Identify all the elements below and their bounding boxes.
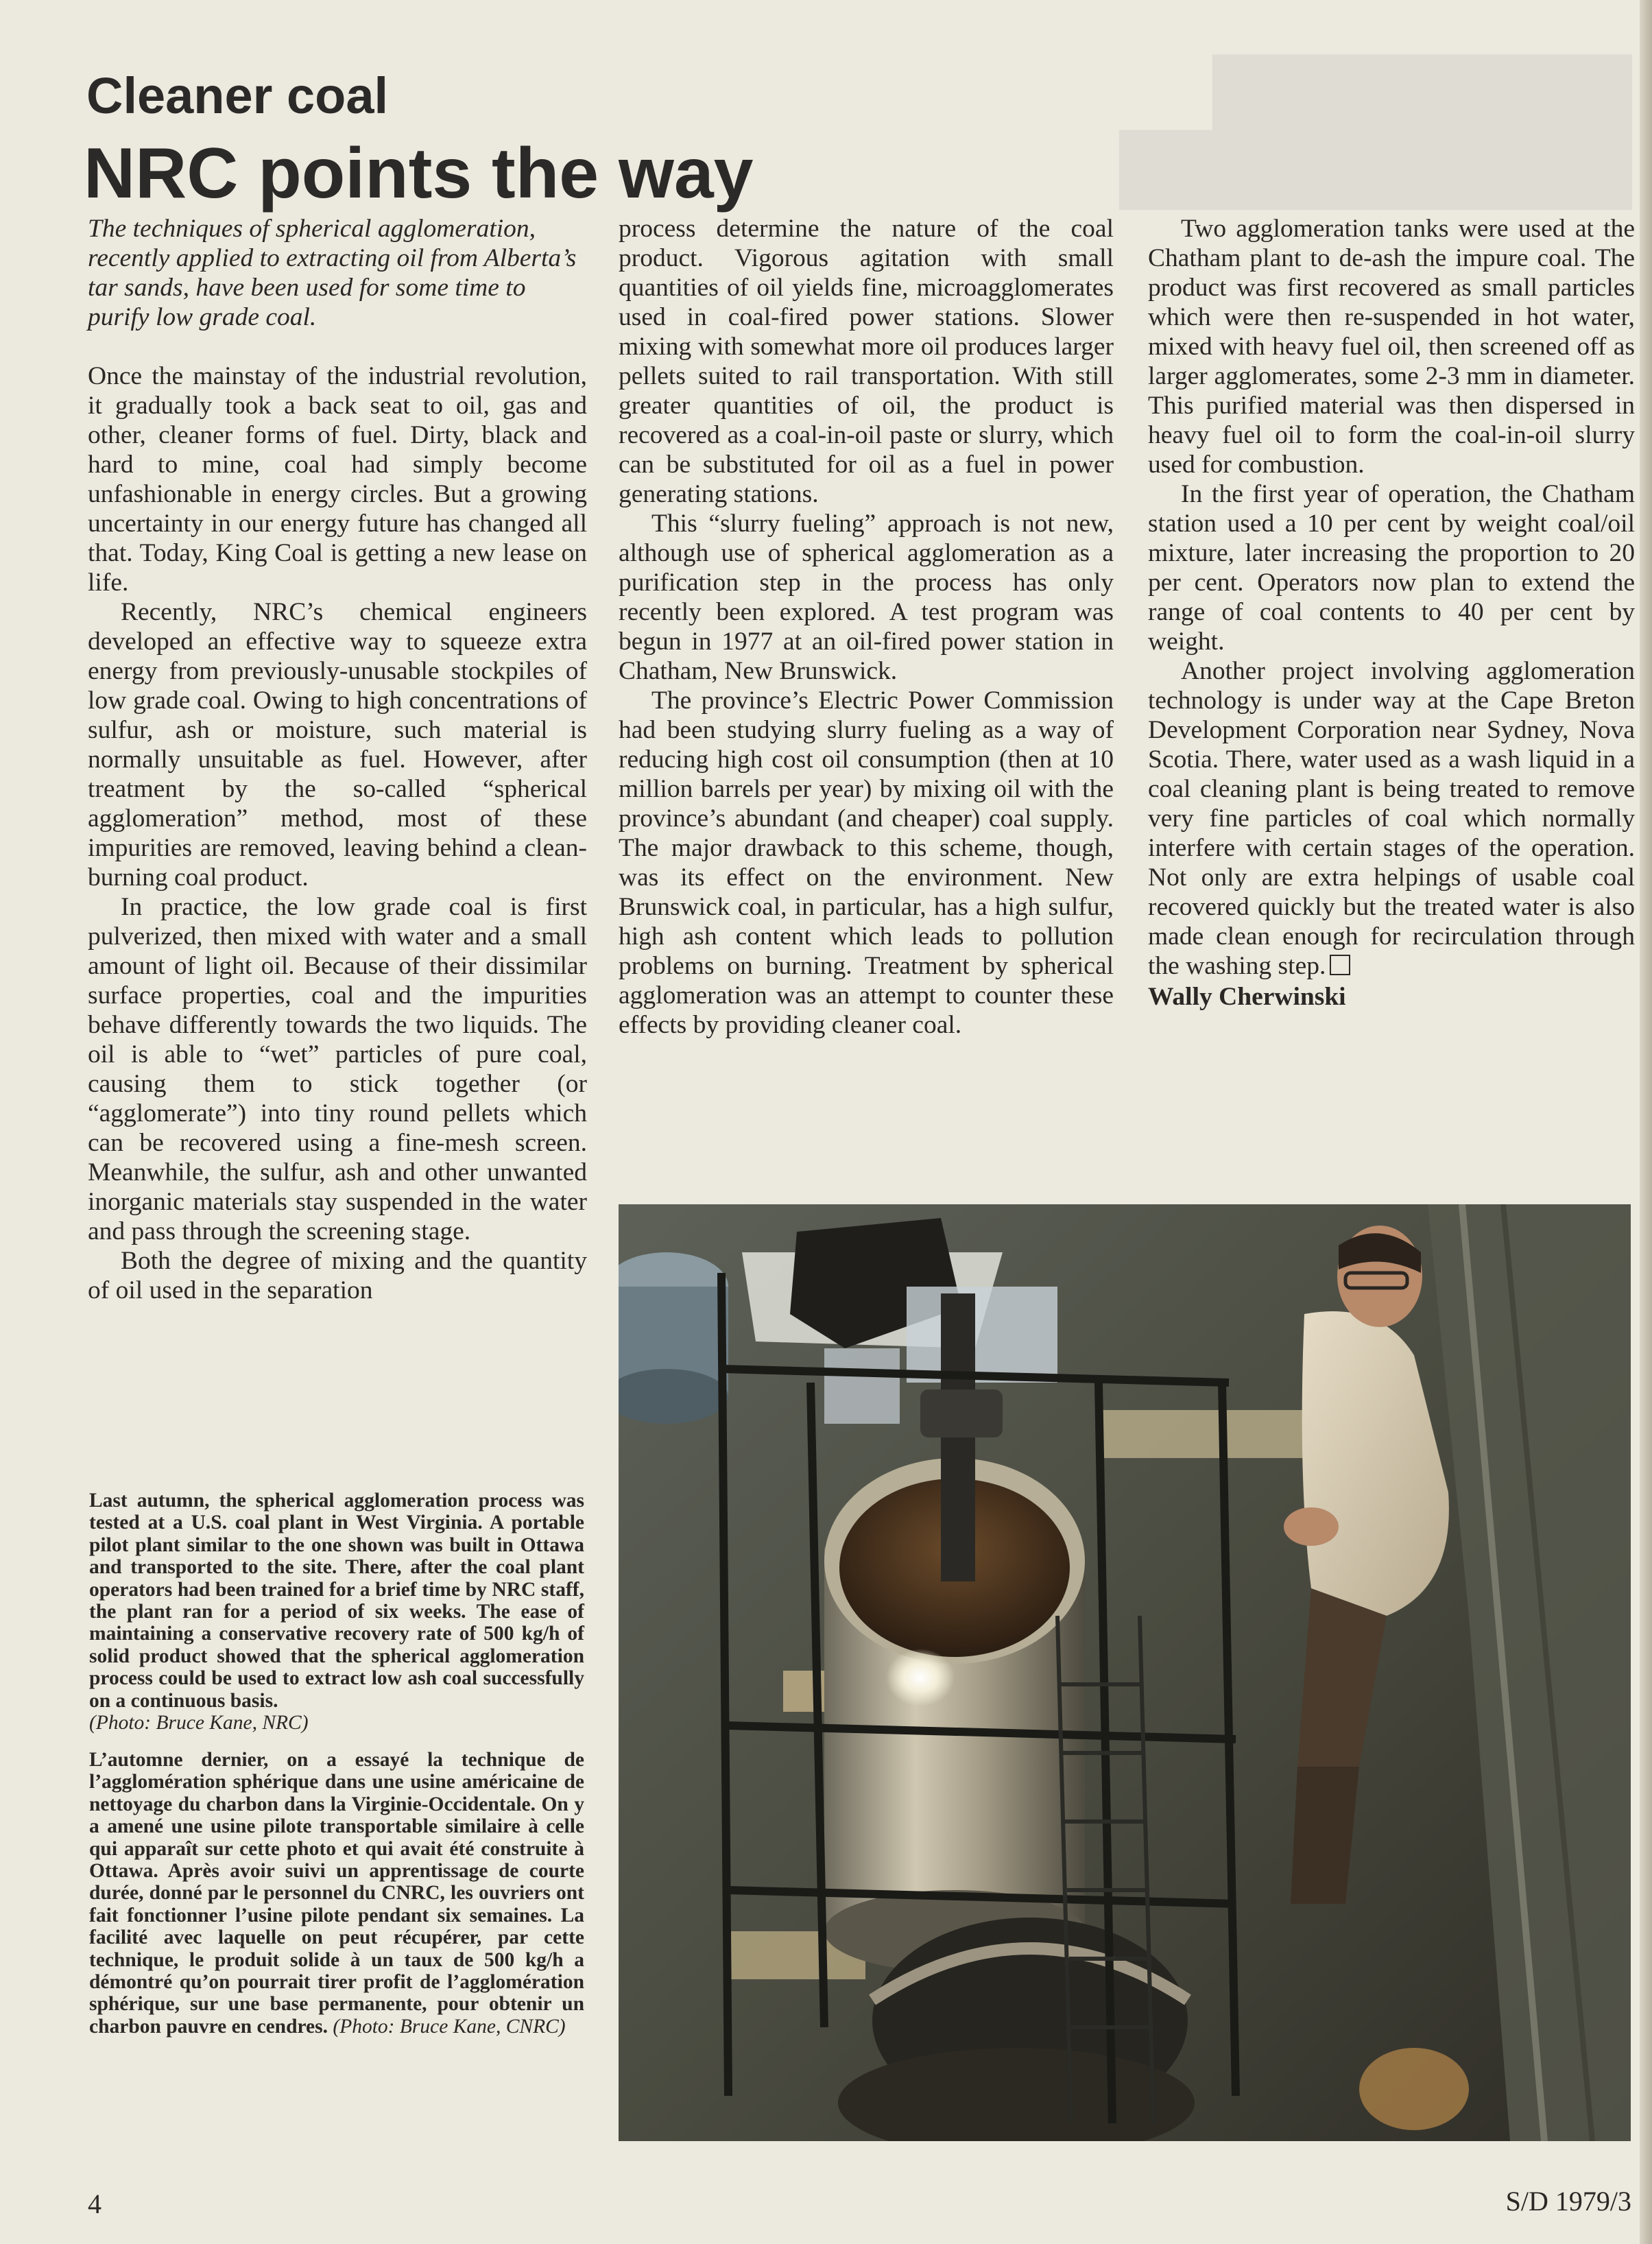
pilot-plant-photo [619,1204,1631,2141]
photo-caption-french [89,1749,584,2038]
control-box [907,1287,1057,1383]
body-paragraph: Two agglomeration tanks were used at the Chatham plant to de-ash the impure coal. The product was first recovered as small particles which were then re-suspended in hot water, mixed with heavy fuel oil, then screened off as larger agglomerates, some 2-3 mm in diameter. This purified material was then dispersed in heavy fuel oil to form the coal-in-oil slurry used for combustion. [1148,215,1635,479]
show-through-bleed: █████████ ███████████ [1118,56,1632,204]
page-number: 4 [88,2188,101,2219]
end-mark-icon [1330,955,1350,975]
text-column-2 [619,214,1114,1040]
body-paragraph: In the first year of operation, the Chatham station used a 10 per cent by weight coal/oil mixture, later increasing the proportion to 20 per cent. Operators now plan to extend the range of coal contents to 40 per cent by weight. [1148,480,1635,656]
text-column-3 [1148,214,1635,1012]
caption-text: L’automne dernier, on a essayé la technique de l’agglomération sphérique dans une usine américaine de nettoyage du charbon dans la Virginie-Occidentale. On y a amené une usine pilote transportable similaire à celle qui apparaît sur cette photo et qui avait été construite à Ottawa. Après avoir suivi un apprentissage de courte durée, donné par le personnel du CNRC, les ouvriers ont fait fonctionner l’usine pilote pendant six semaines. La facilité avec laquelle on peut récupérer, par cette technique, le produit solide à un taux de 500 kg/h a démontré qu’on pourrait tirer profit de l’agglomération sphérique, sur une base permanente, pour obtenir un charbon pauvre en cendres. [89,1749,584,2038]
article-headline: NRC points the way [84,134,754,213]
binding-edge [1640,0,1652,2244]
body-paragraph: Recently, NRC’s chemical engineers developed an effective way to squeeze extra energy from previously-unusable stockpiles of low grade coal. Owing to high concentrations of sulfur, ash or moisture, such material is normally unsuitable as fuel. However, after treatment by the so-called “spherical agglomeration” method, most of these impurities are removed, leaving behind a clean-burning coal product. [88,598,587,892]
article-lead: The techniques of spherical agglomeration, recently applied to extracting oil from Alberta’s tar sands, have been used for some time to purify low grade coal. [88,215,577,331]
body-paragraph: The province’s Electric Power Commission had been studying slurry fueling as a way of reducing high cost oil consumption (then at 10 million barrels per year) by mixing oil with the province’s abundant (and cheaper) coal supply. The major drawback to this scheme, though, was its effect on the environment. New Brunswick coal, in particular, has a high sulfur, high ash content which leads to pollution problems on burning. Treatment by spherical agglomeration was an attempt to counter these effects by providing cleaner coal. [619,687,1114,1039]
issue-label: S/D 1979/3 [1505,2186,1631,2217]
body-paragraph: Both the degree of mixing and the quantity of oil used in the separation [88,1247,587,1304]
work-lamp [886,1649,955,1706]
plank [1099,1410,1332,1458]
body-paragraph: process determine the nature of the coal product. Vigorous agitation with small quantities of oil yields fine, microagglomerates used in coal-fired power stations. Slower mixing with somewhat more oil produces larger pellets suited to rail transportation. With still greater quantities of oil, the product is recovered as a coal-in-oil paste or slurry, which can be substituted for oil as a fuel in power generating stations. [619,215,1114,508]
body-paragraph [1148,656,1635,981]
body-paragraph: This “slurry fueling” approach is not new, although use of spherical agglomeration as a purification step in the process has only recently been explored. A test program was begun in 1977 at an oil-fired power station in Chatham, New Brunswick. [619,510,1114,685]
final-paragraph-text: Another project involving agglomeration technology is under way at the Cape Breton Development Corporation near Sydney, Nova Scotia. There, water used as a wash liquid in a coal cleaning plant is being treated to remove very fine particles of coal which normally interfere with certain stages of the operation. Not only are extra helpings of usable coal recovered quickly but the treated water is also made clean enough for recirculation through the washing step. [1148,657,1635,980]
article-byline: Wally Cherwinski [1148,983,1346,1011]
photo-credit: (Photo: Bruce Kane, NRC) [89,1712,309,1734]
body-paragraph: Once the mainstay of the industrial revolution, it gradually took a back seat to oil, gas and other, cleaner forms of fuel. Dirty, black and hard to mine, coal had simply become unfashionable in energy circles. But a growing uncertainty in our energy future has changed all that. Today, King Coal is getting a new lease on life. [88,362,587,597]
photo-caption-english [89,1490,584,1734]
text-column-1 [88,214,587,1305]
body-paragraph: In practice, the low grade coal is first pulverized, then mixed with water and a small amount of light oil. Because of their dissimilar surface properties, coal and the impurities behave differently towards the two liquids. The oil is able to “wet” particles of pure coal, causing them to stick together (or “agglomerate”) into tiny round pellets which can be recovered using a fine-mesh screen. Meanwhile, the sulfur, ash and other unwanted inorganic materials stay suspended in the water and pass through the screening stage. [88,893,587,1245]
article-kicker: Cleaner coal [86,67,389,124]
photo-credit: (Photo: Bruce Kane, CNRC) [333,2015,566,2038]
caption-text: Last autumn, the spherical agglomeration process was tested at a U.S. coal plant in West Virginia. A portable pilot plant similar to the one shown was built in Ottawa and transported to the site. There, after the coal plant operators had been trained for a brief time by NRC staff, the plant ran for a period of six weeks. The ease of maintaining a conservative recovery rate of 500 kg/h of solid product showed that the spherical agglomeration process could be used to extract low ash coal successfully on a continuous basis. [89,1490,584,1712]
